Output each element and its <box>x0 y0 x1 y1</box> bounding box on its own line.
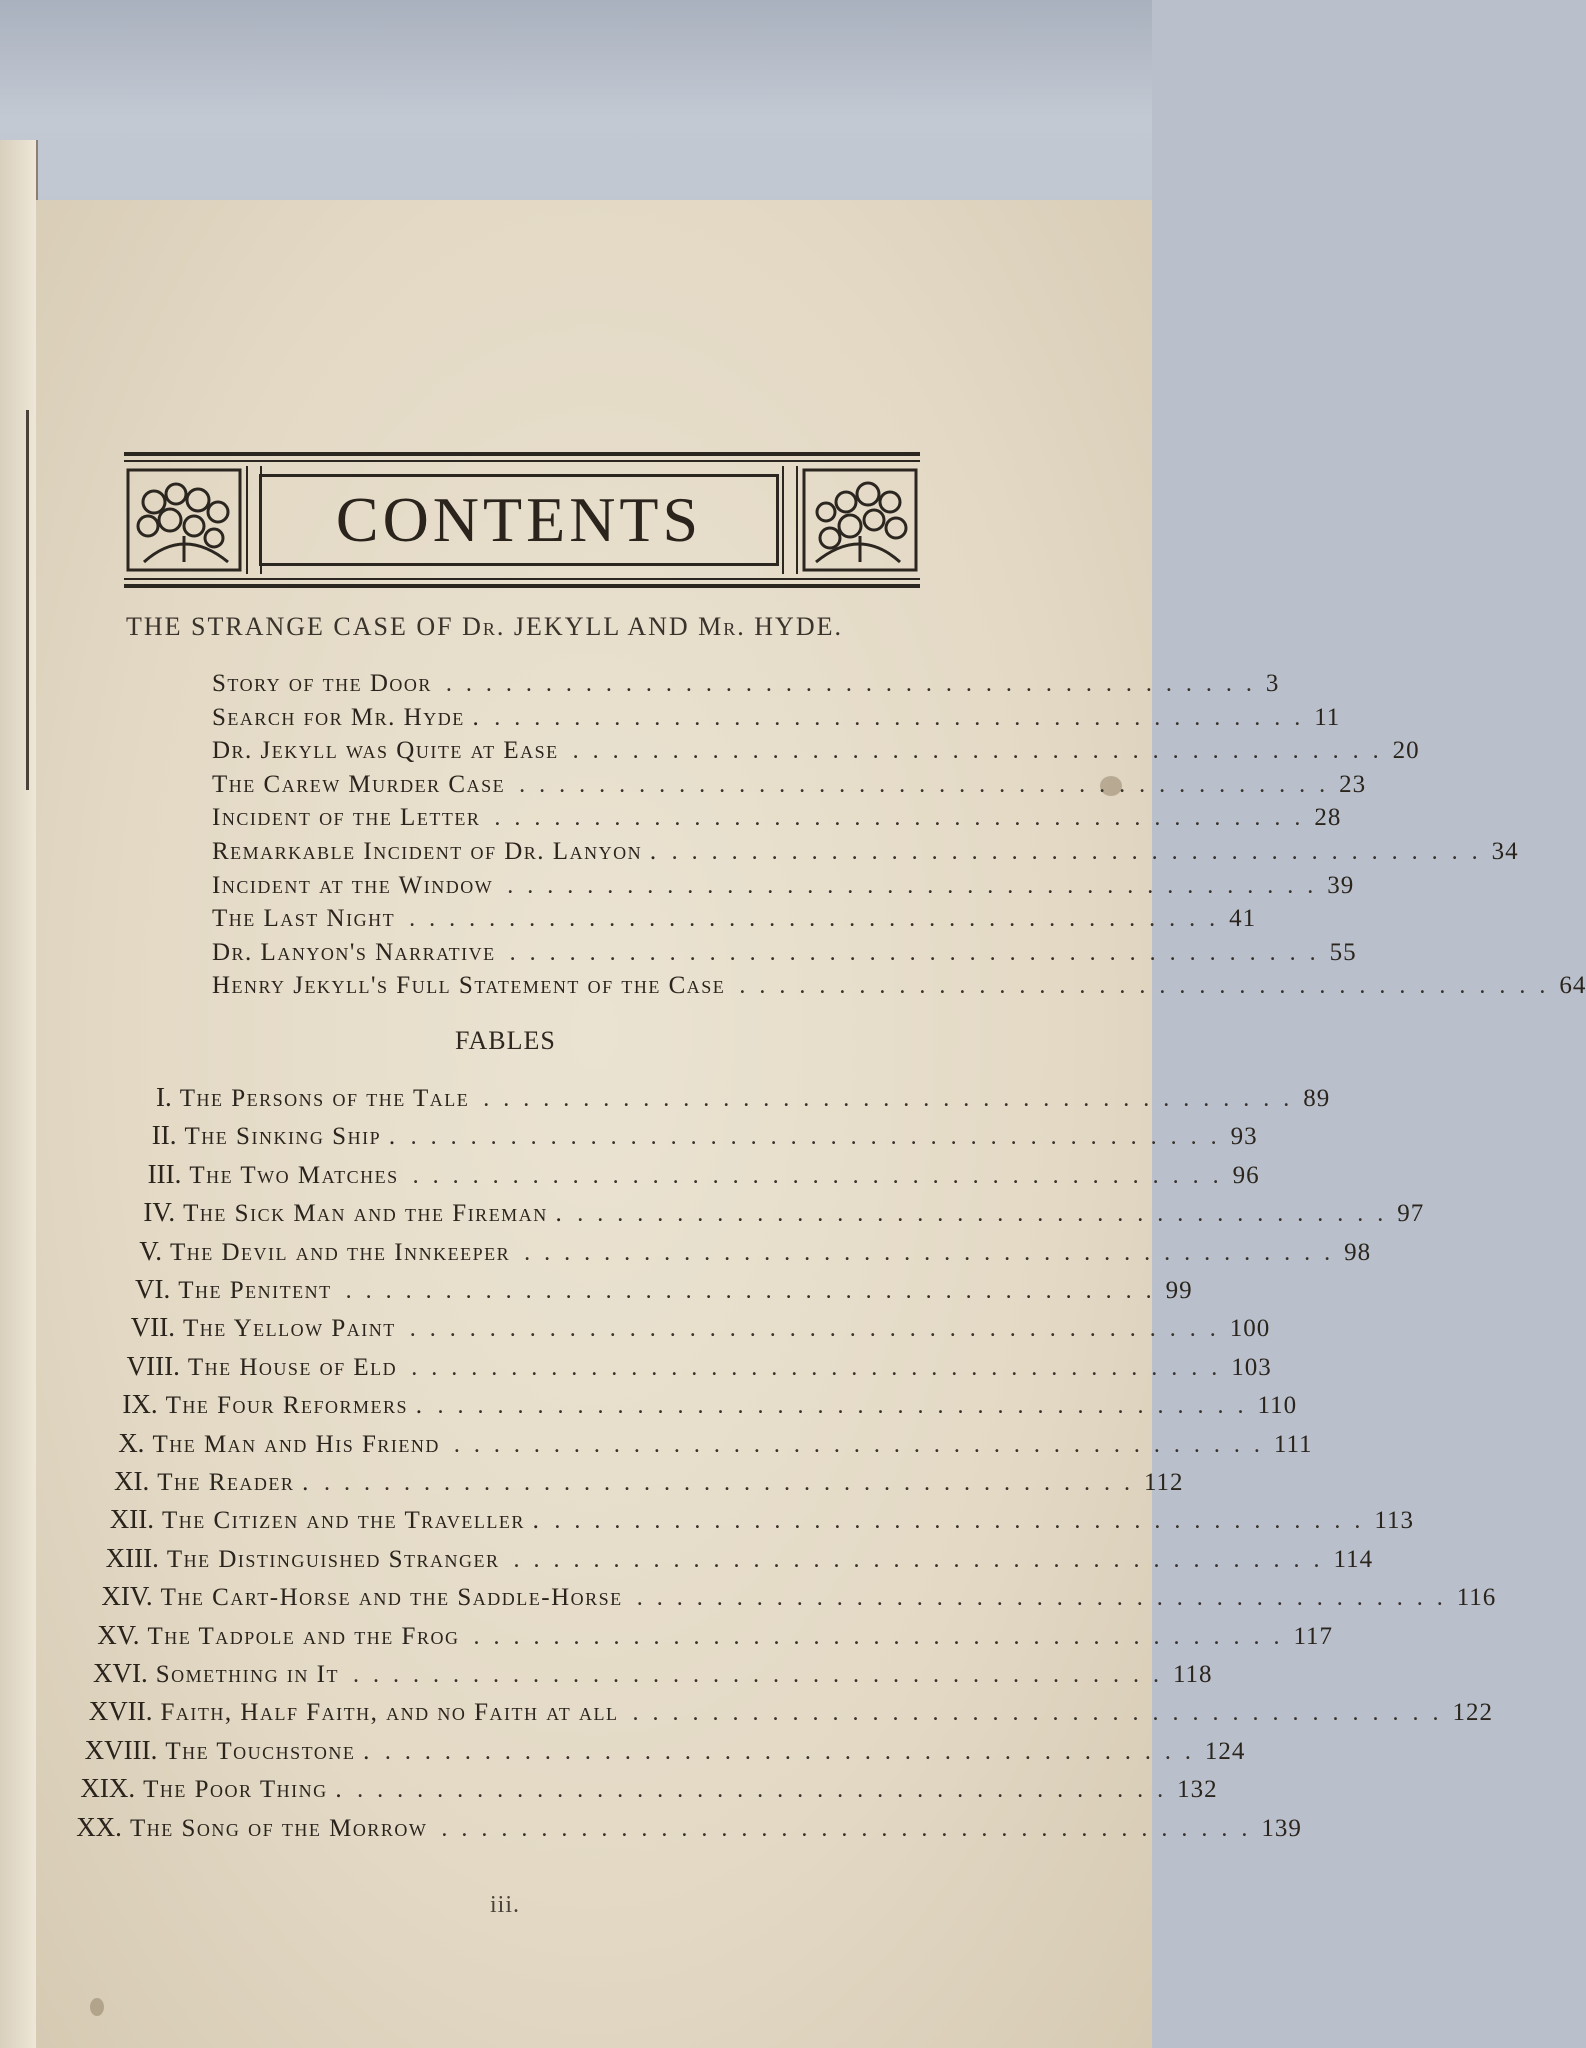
fable-entry <box>114 1466 1184 1500</box>
fable-page: 139 <box>1261 1814 1302 1842</box>
contents-title: CONTENTS <box>335 484 703 555</box>
toc-leader-dots: ......................................... <box>632 1700 1453 1727</box>
toc-leader-dots: ......................................... <box>513 1546 1334 1573</box>
fable-title: The Reader . <box>157 1469 310 1496</box>
toc-entry-title: Story of the Door <box>212 670 432 697</box>
toc-leader-dots: ......................................... <box>384 1738 1205 1765</box>
fable-page: 97 <box>1397 1200 1425 1228</box>
header-rule-bottom <box>124 578 920 588</box>
fable-entry <box>156 1082 1331 1116</box>
fable-title: The Four Reformers . <box>165 1392 424 1420</box>
toc-entry-page: 55 <box>1329 938 1357 966</box>
toc-entry-title: The Carew Murder Case <box>212 770 506 798</box>
fable-entry <box>151 1120 1258 1154</box>
fable-page: 93 <box>1230 1123 1258 1151</box>
toc-leader-dots: ......................................... <box>483 1086 1304 1112</box>
toc-entry <box>212 670 1280 704</box>
toc-leader-dots: ......................................... <box>412 1162 1233 1189</box>
fable-title: The Citizen and the Traveller . <box>162 1507 541 1535</box>
fable-title: Faith, Half Faith, and no Faith at all <box>160 1699 619 1727</box>
previous-page-ornament <box>4 410 29 790</box>
fable-page: 103 <box>1231 1353 1272 1381</box>
fable-numeral: XVII. <box>88 1696 153 1727</box>
toc-entry-title: Remarkable Incident of Dr. Lanyon . <box>212 838 658 865</box>
toc-entry-page: 39 <box>1327 871 1355 899</box>
toc-leader-dots: ......................................... <box>572 738 1393 765</box>
fable-title: The Tadpole and the Frog <box>147 1622 460 1650</box>
fable-numeral: XI. <box>114 1466 150 1496</box>
fable-page: 98 <box>1344 1238 1372 1266</box>
header-rule-top <box>124 452 920 462</box>
fable-title: The Two Matches <box>189 1161 399 1189</box>
floral-ornament-right-icon <box>800 466 920 574</box>
toc-leader-dots: ......................................... <box>636 1585 1457 1612</box>
toc-entry-page: 64 <box>1559 972 1586 1000</box>
toc-leader-dots: ......................................... <box>352 1662 1173 1688</box>
fable-title: The Man and His Friend <box>152 1430 440 1458</box>
fable-title: The Sick Man and the Fireman . <box>183 1200 564 1228</box>
toc-leader-dots: ......................................... <box>577 1201 1398 1228</box>
fable-numeral: IV. <box>143 1197 176 1228</box>
toc-entry-title: Incident of the Letter <box>212 804 481 832</box>
fable-numeral: III. <box>147 1158 182 1189</box>
fable-page: 132 <box>1177 1776 1218 1804</box>
toc-entry <box>212 838 1519 872</box>
fable-numeral: XVIII. <box>84 1734 158 1765</box>
fable-numeral: IX. <box>122 1389 158 1420</box>
fable-entry <box>101 1581 1497 1615</box>
toc-entry-page: 11 <box>1314 703 1341 731</box>
fable-page: 110 <box>1257 1392 1298 1420</box>
toc-leader-dots: ......................................... <box>357 1777 1178 1804</box>
fable-title: The Yellow Paint <box>183 1315 396 1343</box>
toc-entry-title: Search for Mr. Hyde . <box>212 703 481 731</box>
toc-entry-page: 20 <box>1392 737 1420 765</box>
toc-leader-dots: ......................................... <box>409 906 1230 933</box>
toc-entry <box>212 770 1367 805</box>
fable-entry <box>93 1658 1213 1692</box>
contents-title-box <box>259 474 779 566</box>
fable-title: Something in It <box>155 1661 339 1688</box>
fable-title: The Devil and the Innkeeper <box>169 1238 511 1266</box>
toc-entry <box>212 737 1420 771</box>
toc-entry-title: Dr. Jekyll was Quite at Ease <box>212 737 559 765</box>
toc-entry-page: 34 <box>1491 838 1519 865</box>
previous-page-edge <box>0 140 38 2048</box>
toc-leader-dots: ......................................... <box>345 1278 1166 1304</box>
fable-numeral: X. <box>118 1427 145 1458</box>
fable-entry <box>147 1158 1260 1193</box>
fable-title: The Song of the Morrow <box>129 1814 428 1842</box>
fable-numeral: VII. <box>130 1312 176 1343</box>
fable-numeral: XV. <box>97 1619 140 1650</box>
fable-numeral: XVI. <box>93 1658 148 1688</box>
fable-numeral: XII. <box>109 1504 155 1535</box>
fable-title: The Penitent <box>178 1277 332 1304</box>
toc-entry-page: 28 <box>1314 804 1342 832</box>
toc-entry-title: Henry Jekyll's Full Statement of the Case <box>212 972 726 1000</box>
fable-title: The Persons of the Tale <box>179 1085 470 1112</box>
page-stain <box>90 1998 104 2016</box>
toc-entry <box>212 703 1341 738</box>
fable-page: 113 <box>1374 1507 1414 1535</box>
toc-entry-page: 3 <box>1265 670 1280 697</box>
fable-numeral: VIII. <box>126 1350 180 1381</box>
toc-entry <box>212 905 1257 939</box>
toc-leader-dots: ......................................... <box>519 771 1340 798</box>
fable-entry <box>122 1389 1298 1423</box>
fable-title: The Cart-Horse and the Saddle-Horse <box>160 1584 623 1612</box>
floral-ornament-left-icon <box>124 466 244 574</box>
fable-title: The Sinking Ship . <box>184 1123 397 1151</box>
fable-numeral: XIX. <box>80 1773 136 1804</box>
toc-entry-title: Incident at the Window <box>212 871 494 899</box>
header-pillar-right <box>782 466 798 574</box>
fable-page: 111 <box>1273 1430 1313 1458</box>
toc-leader-dots: ......................................... <box>441 1815 1262 1842</box>
fables-section-title: FABLES <box>455 1026 556 1055</box>
toc-leader-dots: ......................................... <box>473 1623 1294 1650</box>
toc-leader-dots: ......................................... <box>409 1316 1230 1343</box>
fable-page: 96 <box>1232 1161 1260 1189</box>
toc-leader-dots: ......................................... <box>671 839 1492 865</box>
toc-leader-dots: ......................................... <box>411 1354 1232 1381</box>
toc-entry <box>212 938 1357 973</box>
toc-leader-dots: ......................................... <box>507 872 1328 899</box>
fable-page: 89 <box>1303 1085 1331 1112</box>
contents-header-frame <box>124 452 920 588</box>
toc-leader-dots: ......................................... <box>554 1508 1375 1535</box>
fable-page: 99 <box>1165 1277 1193 1304</box>
fable-entry <box>84 1734 1246 1769</box>
toc-leader-dots: ......................................... <box>445 671 1266 697</box>
fable-entry <box>88 1696 1493 1730</box>
toc-leader-dots: ......................................... <box>323 1470 1144 1496</box>
fable-page: 117 <box>1293 1622 1334 1650</box>
fable-entry <box>109 1504 1414 1538</box>
fable-title: The Distinguished Stranger <box>166 1545 500 1573</box>
fable-numeral: VI. <box>135 1274 171 1304</box>
toc-leader-dots: ......................................... <box>524 1239 1345 1266</box>
fable-numeral: I. <box>156 1082 172 1112</box>
fable-page: 100 <box>1229 1315 1271 1343</box>
fable-page: 124 <box>1204 1737 1246 1765</box>
fable-numeral: XIII. <box>105 1542 159 1573</box>
fable-entry <box>97 1619 1334 1654</box>
toc-leader-dots: ......................................... <box>453 1431 1274 1458</box>
toc-leader-dots: ......................................... <box>509 939 1330 966</box>
toc-entry <box>212 804 1342 838</box>
fable-page: 114 <box>1333 1545 1374 1573</box>
toc-entry-title: The Last Night <box>212 905 396 933</box>
toc-entry-page: 23 <box>1339 770 1367 798</box>
fable-numeral: XIV. <box>101 1581 153 1612</box>
toc-entry <box>212 871 1355 906</box>
fable-title: The Poor Thing . <box>143 1776 344 1804</box>
fable-entry <box>105 1542 1374 1577</box>
fable-entry <box>76 1811 1302 1846</box>
toc-entry-title: Dr. Lanyon's Narrative <box>212 938 496 966</box>
toc-leader-dots: ......................................... <box>494 805 1315 832</box>
toc-entry <box>212 972 1586 1006</box>
fable-page: 122 <box>1452 1699 1493 1727</box>
fable-title: The House of Eld <box>187 1353 398 1381</box>
fable-entry <box>118 1427 1313 1462</box>
page-folio: iii. <box>490 1892 521 1918</box>
fable-entry <box>143 1197 1425 1231</box>
toc-leader-dots: ......................................... <box>437 1393 1258 1420</box>
fable-page: 112 <box>1143 1469 1184 1496</box>
fable-entry <box>130 1312 1271 1346</box>
fable-page: 118 <box>1172 1661 1213 1688</box>
fable-entry <box>80 1773 1218 1807</box>
fable-numeral: XX. <box>76 1811 122 1842</box>
toc-leader-dots: ......................................... <box>410 1124 1231 1151</box>
fable-numeral: II. <box>151 1120 177 1151</box>
fable-entry <box>139 1235 1372 1270</box>
toc-entry-page: 41 <box>1229 905 1257 933</box>
toc-leader-dots: ......................................... <box>739 973 1560 1000</box>
book-title: THE STRANGE CASE OF Dr. JEKYLL AND Mr. HYDE. <box>126 612 843 641</box>
fable-page: 116 <box>1456 1584 1497 1612</box>
fable-numeral: V. <box>139 1235 162 1266</box>
toc-leader-dots: ......................................... <box>494 704 1315 731</box>
fable-entry <box>126 1350 1272 1385</box>
fable-title: The Touchstone . <box>165 1737 371 1765</box>
fable-entry <box>135 1274 1193 1308</box>
